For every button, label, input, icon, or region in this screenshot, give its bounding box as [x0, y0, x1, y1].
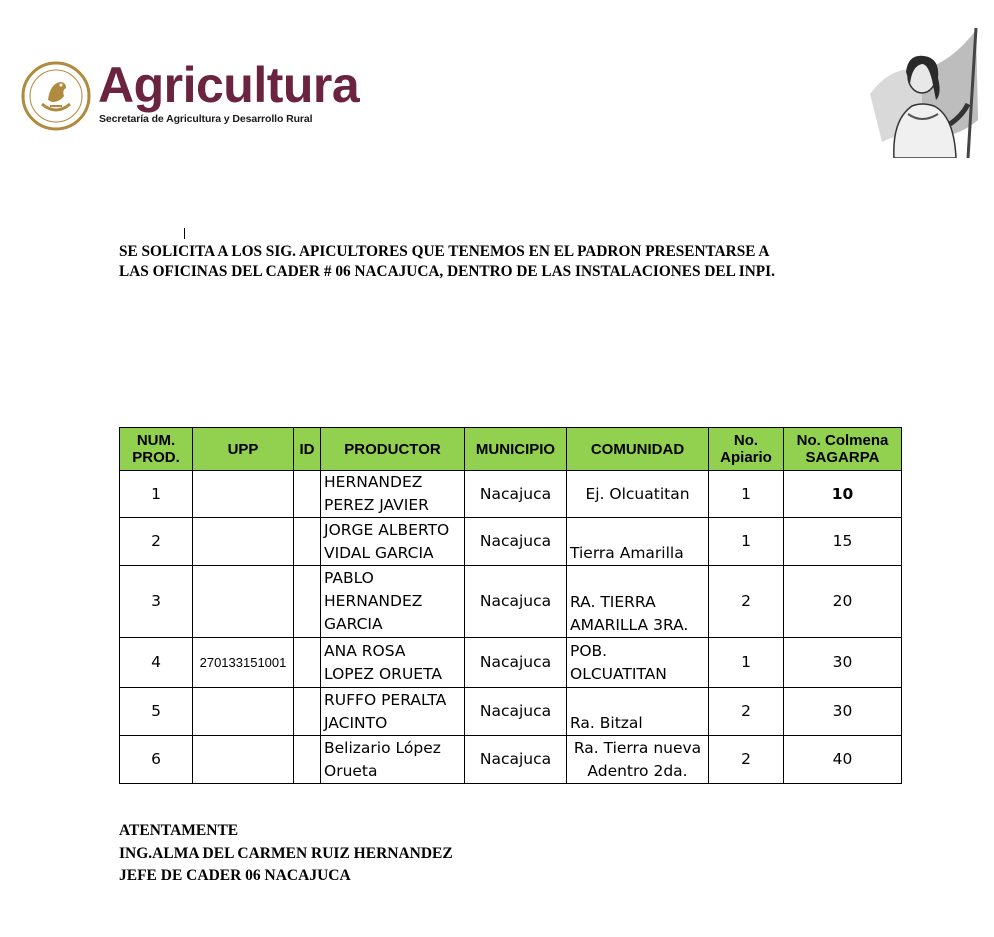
table-row	[120, 518, 902, 566]
header-apiario: No. Apiario	[709, 428, 784, 471]
cell-id	[294, 566, 321, 638]
logo-title: Agricultura	[98, 57, 360, 113]
cell-productor: PABLO HERNANDEZ GARCIA	[321, 566, 465, 638]
cell-upp	[193, 471, 294, 518]
cell-apiario: 2	[709, 566, 784, 638]
cell-municipio: Nacajuca	[465, 638, 567, 688]
cell-colmena: 30	[784, 688, 902, 736]
cell-productor: ANA ROSA LOPEZ ORUETA	[321, 638, 465, 688]
cell-colmena: 40	[784, 736, 902, 784]
notice-line-2: LAS OFICINAS DEL CADER # 06 NACAJUCA, DENTRO DE LAS INSTALACIONES DEL INPI.	[119, 263, 775, 280]
signature-closing: ATENTAMENTE	[119, 822, 239, 839]
cell-num: 5	[120, 688, 193, 736]
cell-municipio: Nacajuca	[465, 471, 567, 518]
table-row	[120, 566, 902, 638]
cell-id	[294, 688, 321, 736]
cell-id	[294, 736, 321, 784]
logo-subtitle: Secretaría de Agricultura y Desarrollo Rural	[99, 113, 313, 125]
cell-productor: JORGE ALBERTO VIDAL GARCIA	[321, 518, 465, 566]
header-upp: UPP	[193, 428, 294, 471]
header-num-prod: NUM. PROD.	[120, 428, 193, 471]
cell-municipio: Nacajuca	[465, 518, 567, 566]
cell-upp	[193, 518, 294, 566]
cell-colmena: 10	[784, 471, 902, 518]
table-row	[120, 638, 902, 688]
header-id: ID	[294, 428, 321, 471]
cell-num: 6	[120, 736, 193, 784]
cell-upp	[193, 736, 294, 784]
cell-num: 1	[120, 471, 193, 518]
cell-municipio: Nacajuca	[465, 688, 567, 736]
header-municipio: MUNICIPIO	[465, 428, 567, 471]
notice-line-1: SE SOLICITA A LOS SIG. APICULTORES QUE TENEMOS EN EL PADRON PRESENTARSE A	[119, 243, 770, 260]
table-row	[120, 471, 902, 518]
cell-apiario: 2	[709, 688, 784, 736]
cell-apiario: 2	[709, 736, 784, 784]
header-comunidad: COMUNIDAD	[567, 428, 709, 471]
cell-comunidad: POB. OLCUATITAN	[567, 638, 709, 688]
cell-municipio: Nacajuca	[465, 736, 567, 784]
cell-comunidad: Tierra Amarilla	[567, 518, 709, 566]
cell-apiario: 1	[709, 471, 784, 518]
cell-upp: 270133151001	[193, 638, 294, 688]
table-header-row	[120, 428, 902, 471]
table-row	[120, 688, 902, 736]
cell-comunidad: Ej. Olcuatitan	[567, 471, 709, 518]
text-cursor	[184, 228, 185, 239]
cell-colmena: 20	[784, 566, 902, 638]
cell-apiario: 1	[709, 638, 784, 688]
signature-block	[119, 820, 453, 888]
cell-productor: RUFFO PERALTA JACINTO	[321, 688, 465, 736]
cell-id	[294, 638, 321, 688]
cell-id	[294, 471, 321, 518]
cell-productor: HERNANDEZ PEREZ JAVIER	[321, 471, 465, 518]
header-colmena: No. Colmena SAGARPA	[784, 428, 902, 471]
cell-comunidad: RA. TIERRA AMARILLA 3RA.	[567, 566, 709, 638]
table-row	[120, 736, 902, 784]
cell-num: 4	[120, 638, 193, 688]
cell-comunidad: Ra. Bitzal	[567, 688, 709, 736]
beekeeper-table	[119, 427, 902, 784]
cell-municipio: Nacajuca	[465, 566, 567, 638]
cell-colmena: 30	[784, 638, 902, 688]
cell-upp	[193, 688, 294, 736]
cell-productor: Belizario López Orueta	[321, 736, 465, 784]
woman-with-flag-icon	[862, 24, 980, 158]
cell-apiario: 1	[709, 518, 784, 566]
cell-id	[294, 518, 321, 566]
cell-num: 3	[120, 566, 193, 638]
signature-position: JEFE DE CADER 06 NACAJUCA	[119, 867, 351, 884]
cell-upp	[193, 566, 294, 638]
notice-text	[119, 242, 919, 282]
cell-comunidad: Ra. Tierra nueva Adentro 2da.	[567, 736, 709, 784]
signature-name: ING.ALMA DEL CARMEN RUIZ HERNANDEZ	[119, 844, 453, 862]
cell-num: 2	[120, 518, 193, 566]
header-productor: PRODUCTOR	[321, 428, 465, 471]
mexico-coat-of-arms-icon	[20, 60, 92, 132]
cell-colmena: 15	[784, 518, 902, 566]
